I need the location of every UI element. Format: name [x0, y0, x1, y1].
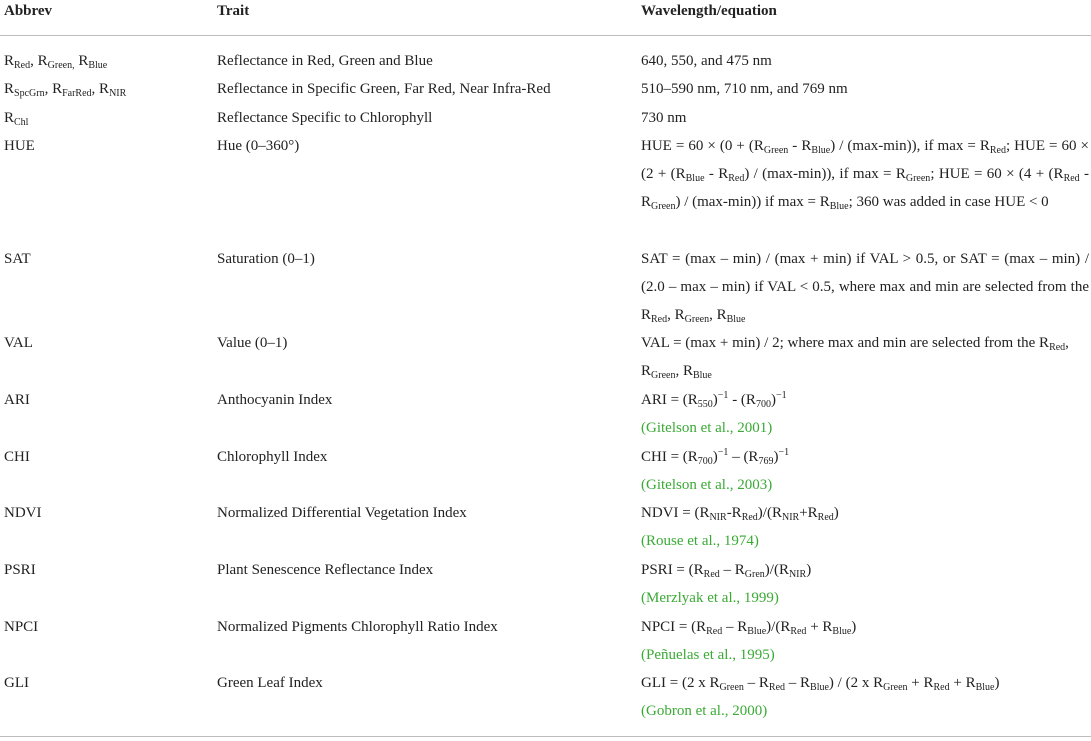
- citation-link[interactable]: (Rouse et al., 1974): [641, 533, 759, 549]
- row-npci-equation: NPCI = $(R_{Red} - R_{Blue})/(R_{Red} + R_{Blue})$ (Peñuelas et al., 1995): [641, 619, 857, 663]
- citation-link[interactable]: (Gitelson et al., 2001): [641, 420, 773, 436]
- row-ari-trait: Anthocyanin Index: [217, 392, 333, 408]
- row-hue-equation: HUE = $60 \times (0 + (R_{Green} - R_{Blue}) / (\max-\min))$, if $\max = R_{Red}$; HUE = $60 \times (2 + (R_{Blue} - R_{Red}) / (\max-\min))$, if $\max = R_{Green}$; HUE = $60 \times (4 + (R_{Red} - R_{Green}) / (\max-\min))$ if $\max = R_{Blue}$; 360 was added in case HUE < 0: [641, 138, 1090, 212]
- row-chi-equation: CHI = $(R_{700})^{-1} - (R_{769})^{-1}$ (Gitelson et al., 2003): [641, 447, 790, 493]
- row-val-abbrev: VAL: [4, 335, 33, 351]
- row-specific-trait: Reflectance in Specific Green, Far Red, Near Infra-Red: [217, 81, 551, 97]
- row-rgb-trait: Reflectance in Red, Green and Blue: [217, 53, 433, 69]
- citation-link[interactable]: (Merzlyak et al., 1999): [641, 590, 779, 606]
- row-ndvi-trait: Normalized Differential Vegetation Index: [217, 505, 467, 521]
- row-ari-abbrev: ARI: [4, 392, 30, 408]
- row-npci-trait: Normalized Pigments Chlorophyll Ratio Index: [217, 619, 498, 635]
- row-ndvi-abbrev: NDVI: [4, 505, 42, 521]
- row-specific-equation: 510–590 nm, 710 nm, and 769 nm: [641, 81, 848, 97]
- row-npci-abbrev: NPCI: [4, 619, 39, 635]
- citation-link[interactable]: (Gobron et al., 2000): [641, 703, 768, 719]
- citation-link[interactable]: (Peñuelas et al., 1995): [641, 647, 775, 663]
- row-psri-abbrev: PSRI: [4, 562, 36, 578]
- row-chl-equation: 730 nm: [641, 110, 687, 126]
- row-chi-trait: Chlorophyll Index: [217, 449, 328, 465]
- row-val-trait: Value (0–1): [217, 335, 288, 351]
- row-gli-trait: Green Leaf Index: [217, 675, 323, 691]
- header-trait: Trait: [217, 3, 250, 19]
- row-val-equation: VAL = (max + min) / 2; where max and min are selected from the $R_{Red}$, $R_{Green}$, $R_{Blue}$: [641, 335, 1069, 381]
- row-hue-trait: Hue (0–360°): [217, 138, 300, 154]
- row-rgb-equation: 640, 550, and 475 nm: [641, 53, 772, 69]
- row-gli-abbrev: GLI: [4, 675, 29, 691]
- row-ndvi-equation: NDVI = $(R_{NIR}-R_{Red})/(R_{NIR}+R_{Red})$ (Rouse et al., 1974): [641, 505, 839, 549]
- row-psri-trait: Plant Senescence Reflectance Index: [217, 562, 434, 578]
- row-rgb-abbrev: $R_{Red}$, $R_{Green,}$ $R_{Blue}$: [4, 53, 108, 71]
- row-sat-abbrev: SAT: [4, 251, 31, 267]
- header-rule: [0, 35, 1091, 36]
- row-psri-equation: PSRI = $(R_{Red} - R_{Gren})/(R_{NIR})$ (Merzlyak et al., 1999): [641, 562, 812, 606]
- header-abbrev: Abbrev: [4, 3, 53, 19]
- row-sat-trait: Saturation (0–1): [217, 251, 315, 267]
- row-specific-abbrev: $R_{SpcGrn}$, $R_{FarRed}$, $R_{NIR}$: [4, 81, 127, 99]
- row-chi-abbrev: CHI: [4, 449, 30, 465]
- citation-link[interactable]: (Gitelson et al., 2003): [641, 477, 773, 493]
- row-ari-equation: ARI = $(R_{550})^{-1} - (R_{700})^{-1}$ (Gitelson et al., 2001): [641, 390, 787, 436]
- row-sat-equation: SAT = (max – min) / (max + min) if VAL > 0.5, or SAT = (max – min) / (2.0 – max – min) if VAL < 0.5, where max and min are selected from the $R_{Red}$, $R_{Green}$, $R_{Blue}$: [641, 251, 1089, 325]
- footer-rule: [0, 736, 1091, 737]
- header-wavelength: Wavelength/equation: [641, 3, 777, 19]
- row-hue-abbrev: HUE: [4, 138, 35, 154]
- row-chl-trait: Reflectance Specific to Chlorophyll: [217, 110, 433, 126]
- row-chl-abbrev: $R_{Chl}$: [4, 110, 29, 128]
- row-gli-equation: GLI = (2 x $R_{Green} - R_{Red} - R_{Blue}) / (2$ x $R_{Green} + R_{Red} + R_{Blue}$) (Gobron et al., 2000): [641, 675, 1000, 719]
